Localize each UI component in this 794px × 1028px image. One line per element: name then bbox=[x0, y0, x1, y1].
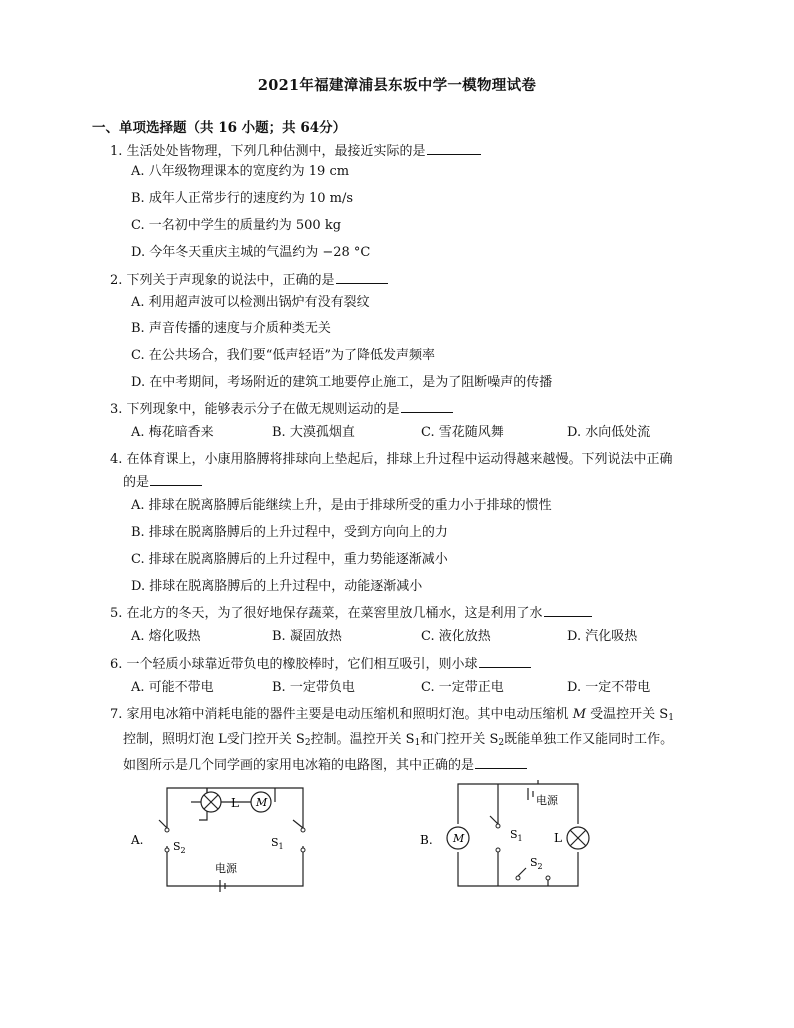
figure-a-s1-label: $S_1$ bbox=[271, 836, 284, 851]
figure-b-source-label: 电源 bbox=[536, 794, 558, 807]
question-2-option-a: A. 利用超声波可以检测出锅炉有没有裂纹 bbox=[131, 295, 370, 310]
figure-b-option-label: B. bbox=[420, 833, 433, 847]
lamp-icon bbox=[201, 792, 221, 812]
question-1-option-a: A. 八年级物理课本的宽度约为 19 cm bbox=[131, 164, 350, 179]
question-1-stem: 1. 生活处处皆物理，下列几种估测中，最接近实际的是 bbox=[110, 142, 481, 161]
question-6-option-d: D. 一定不带电 bbox=[567, 680, 651, 695]
figure-a-motor-label: M bbox=[256, 796, 268, 809]
question-3-stem: 3. 下列现象中，能够表示分子在做无规则运动的是 bbox=[110, 400, 453, 419]
figure-b-s2-label: $S_2$ bbox=[530, 856, 543, 871]
question-4-option-b: B. 排球在脱离胳膊后的上升过程中，受到方向向上的力 bbox=[131, 525, 448, 540]
section-heading: 一、单项选择题（共 16 小题；共 64分） bbox=[92, 120, 347, 136]
circuit-diagram-b bbox=[418, 780, 618, 895]
question-4-option-c: C. 排球在脱离胳膊后的上升过程中，重力势能逐渐减小 bbox=[131, 552, 448, 567]
figure-a-s2-label: $S_2$ bbox=[173, 840, 186, 855]
question-4-option-d: D. 排球在脱离胳膊后的上升过程中，动能逐渐减小 bbox=[131, 579, 423, 594]
question-3-option-b: B. 大漠孤烟直 bbox=[272, 425, 355, 440]
question-5-option-d: D. 汽化吸热 bbox=[567, 629, 638, 644]
question-4-option-a: A. 排球在脱离胳膊后能继续上升，是由于排球所受的重力小于排球的惯性 bbox=[131, 498, 552, 513]
question-6-stem: 6. 一个轻质小球靠近带负电的橡胶棒时，它们相互吸引，则小球 bbox=[110, 655, 531, 674]
question-5-option-a: A. 熔化吸热 bbox=[131, 629, 201, 644]
question-4-stem-cont: 的是 bbox=[123, 473, 202, 492]
question-6-option-c: C. 一定带正电 bbox=[421, 680, 504, 695]
question-1-option-c: C. 一名初中学生的质量约为 500 kg bbox=[131, 218, 342, 233]
question-5-stem: 5. 在北方的冬天，为了很好地保存蔬菜，在菜窖里放几桶水，这是利用了水 bbox=[110, 604, 592, 623]
figure-b-lamp-label: L bbox=[554, 831, 562, 845]
page-title: 2021年福建漳浦县东坂中学一模物理试卷 bbox=[257, 77, 537, 94]
question-2-option-c: C. 在公共场合，我们要“低声轻语”为了降低发声频率 bbox=[131, 348, 436, 363]
switch-s1-blade bbox=[293, 820, 303, 828]
question-3-option-c: C. 雪花随风舞 bbox=[421, 425, 504, 440]
question-4-stem: 4. 在体育课上，小康用胳膊将排球向上垫起后，排球上升过程中运动得越来越慢。下列说法中正确 bbox=[110, 452, 673, 467]
figure-b-motor-label: M bbox=[453, 832, 465, 845]
question-5-option-b: B. 凝固放热 bbox=[272, 629, 342, 644]
lamp-icon bbox=[567, 827, 589, 849]
question-7-stem-line3: 如图所示是几个同学画的家用电冰箱的电路图，其中正确的是 bbox=[123, 756, 527, 775]
question-1-option-d: D. 今年冬天重庆主城的气温约为 −28 °C bbox=[131, 245, 371, 260]
switch-s2-blade bbox=[159, 820, 167, 828]
question-1-option-b: B. 成年人正常步行的速度约为 10 m/s bbox=[131, 191, 354, 206]
question-7-stem-line2: 控制，照明灯泡 L受门控开关 $S_2$控制。温控开关 $S_1$和门控开关 $S_2$既能单独工作又能同时工作。 bbox=[123, 732, 674, 748]
question-3-option-a: A. 梅花暗香来 bbox=[131, 425, 214, 440]
figure-a-option-label: A. bbox=[131, 833, 144, 847]
question-2-stem: 2. 下列关于声现象的说法中，正确的是 bbox=[110, 271, 388, 290]
question-6-option-a: A. 可能不带电 bbox=[131, 680, 214, 695]
question-2-option-d: D. 在中考期间，考场附近的建筑工地要停止施工，是为了阻断噪声的传播 bbox=[131, 375, 553, 390]
figure-a-source-label: 电源 bbox=[215, 862, 237, 875]
circuit-diagram-a bbox=[125, 780, 325, 895]
figure-b-s1-label: $S_1$ bbox=[510, 828, 523, 843]
question-7-stem-line1: 7. 家用电冰箱中消耗电能的器件主要是电动压缩机和照明灯泡。其中电动压缩机 M 受温控开关 $S_1$ bbox=[110, 707, 674, 723]
figure-a-lamp-label: L bbox=[231, 796, 239, 810]
question-3-option-d: D. 水向低处流 bbox=[567, 425, 651, 440]
question-5-option-c: C. 液化放热 bbox=[421, 629, 491, 644]
question-6-option-b: B. 一定带负电 bbox=[272, 680, 355, 695]
question-2-option-b: B. 声音传播的速度与介质种类无关 bbox=[131, 321, 331, 336]
